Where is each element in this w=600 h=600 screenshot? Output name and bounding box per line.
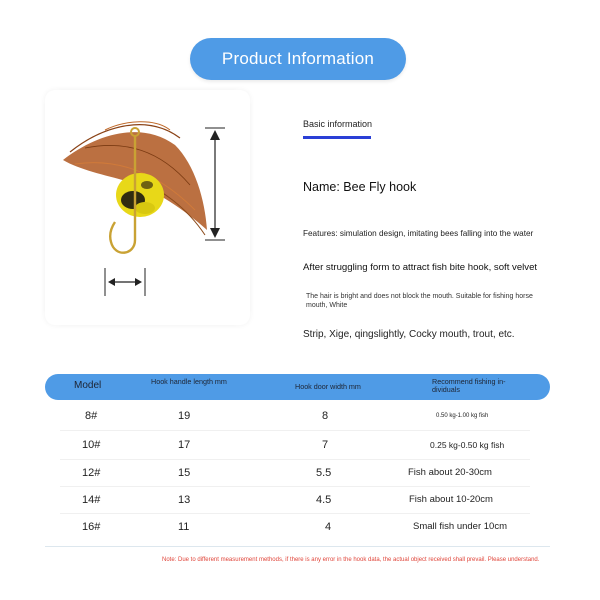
cell-door: 5.5: [316, 467, 332, 479]
row-divider: [60, 459, 530, 460]
cell-model: 12#: [82, 467, 101, 479]
horizontal-dimension-arrow-icon: [105, 268, 145, 296]
disclaimer-note: Note: Due to different measurement methods, if there is any error in the hook data, the actual object received shall prevail. Please understand.: [162, 557, 540, 563]
cell-door: 4: [325, 521, 332, 533]
cell-door: 8: [322, 410, 329, 422]
table-row: [45, 462, 550, 486]
header-model: Model: [74, 380, 102, 391]
basic-information-underline: [303, 136, 371, 139]
row-divider: [60, 513, 530, 514]
header-door-width: Hook door width mm: [295, 382, 361, 391]
cell-recommend: Small fish under 10cm: [413, 521, 507, 532]
cell-handle: 17: [178, 439, 191, 451]
header-handle-length: Hook handle length mm: [151, 377, 227, 386]
row-divider: [60, 430, 530, 431]
cell-model: 10#: [82, 439, 101, 451]
cell-door: 4.5: [316, 494, 332, 506]
product-name: Name: Bee Fly hook: [303, 180, 417, 194]
cell-recommend: Fish about 20-30cm: [408, 467, 492, 478]
cell-recommend: 0.25 kg-0.50 kg fish: [430, 440, 505, 450]
cell-model: 16#: [82, 521, 101, 533]
features-text: Features: simulation design, imitating bees falling into the water: [303, 229, 534, 238]
row-divider: [60, 486, 530, 487]
cell-model: 14#: [82, 494, 101, 506]
cell-model: 8#: [85, 410, 98, 422]
page-title-pill: [190, 38, 406, 80]
cell-door: 7: [322, 439, 329, 451]
header-recommend: Recommend fishing in-dividuals: [432, 377, 506, 394]
cell-recommend: 0.50 kg-1.00 kg fish: [436, 413, 489, 419]
cell-handle: 19: [178, 410, 191, 422]
cell-recommend: Fish about 10-20cm: [409, 494, 493, 505]
cell-handle: 15: [178, 467, 191, 479]
table-row: [45, 405, 550, 429]
product-image: [45, 90, 250, 325]
strip-text: Strip, Xige, qingslightly, Cocky mouth, trout, etc.: [303, 329, 515, 340]
hair-text: The hair is bright and does not block the mouth. Suitable for fishing horse mouth, White: [306, 293, 533, 309]
table-header: [45, 374, 550, 400]
after-text: After struggling form to attract fish bite hook, soft velvet: [303, 262, 538, 273]
cell-handle: 13: [178, 494, 191, 506]
bee-fly-hook-icon: [45, 90, 250, 325]
page-title: Product Information: [221, 49, 375, 68]
table-bottom-divider: [45, 546, 550, 547]
table-row: [45, 489, 550, 513]
table-row: [45, 516, 550, 540]
basic-information-label: Basic information: [303, 119, 373, 129]
table-row: [45, 434, 550, 458]
vertical-dimension-arrow-icon: [205, 128, 225, 240]
cell-handle: 11: [178, 521, 190, 533]
